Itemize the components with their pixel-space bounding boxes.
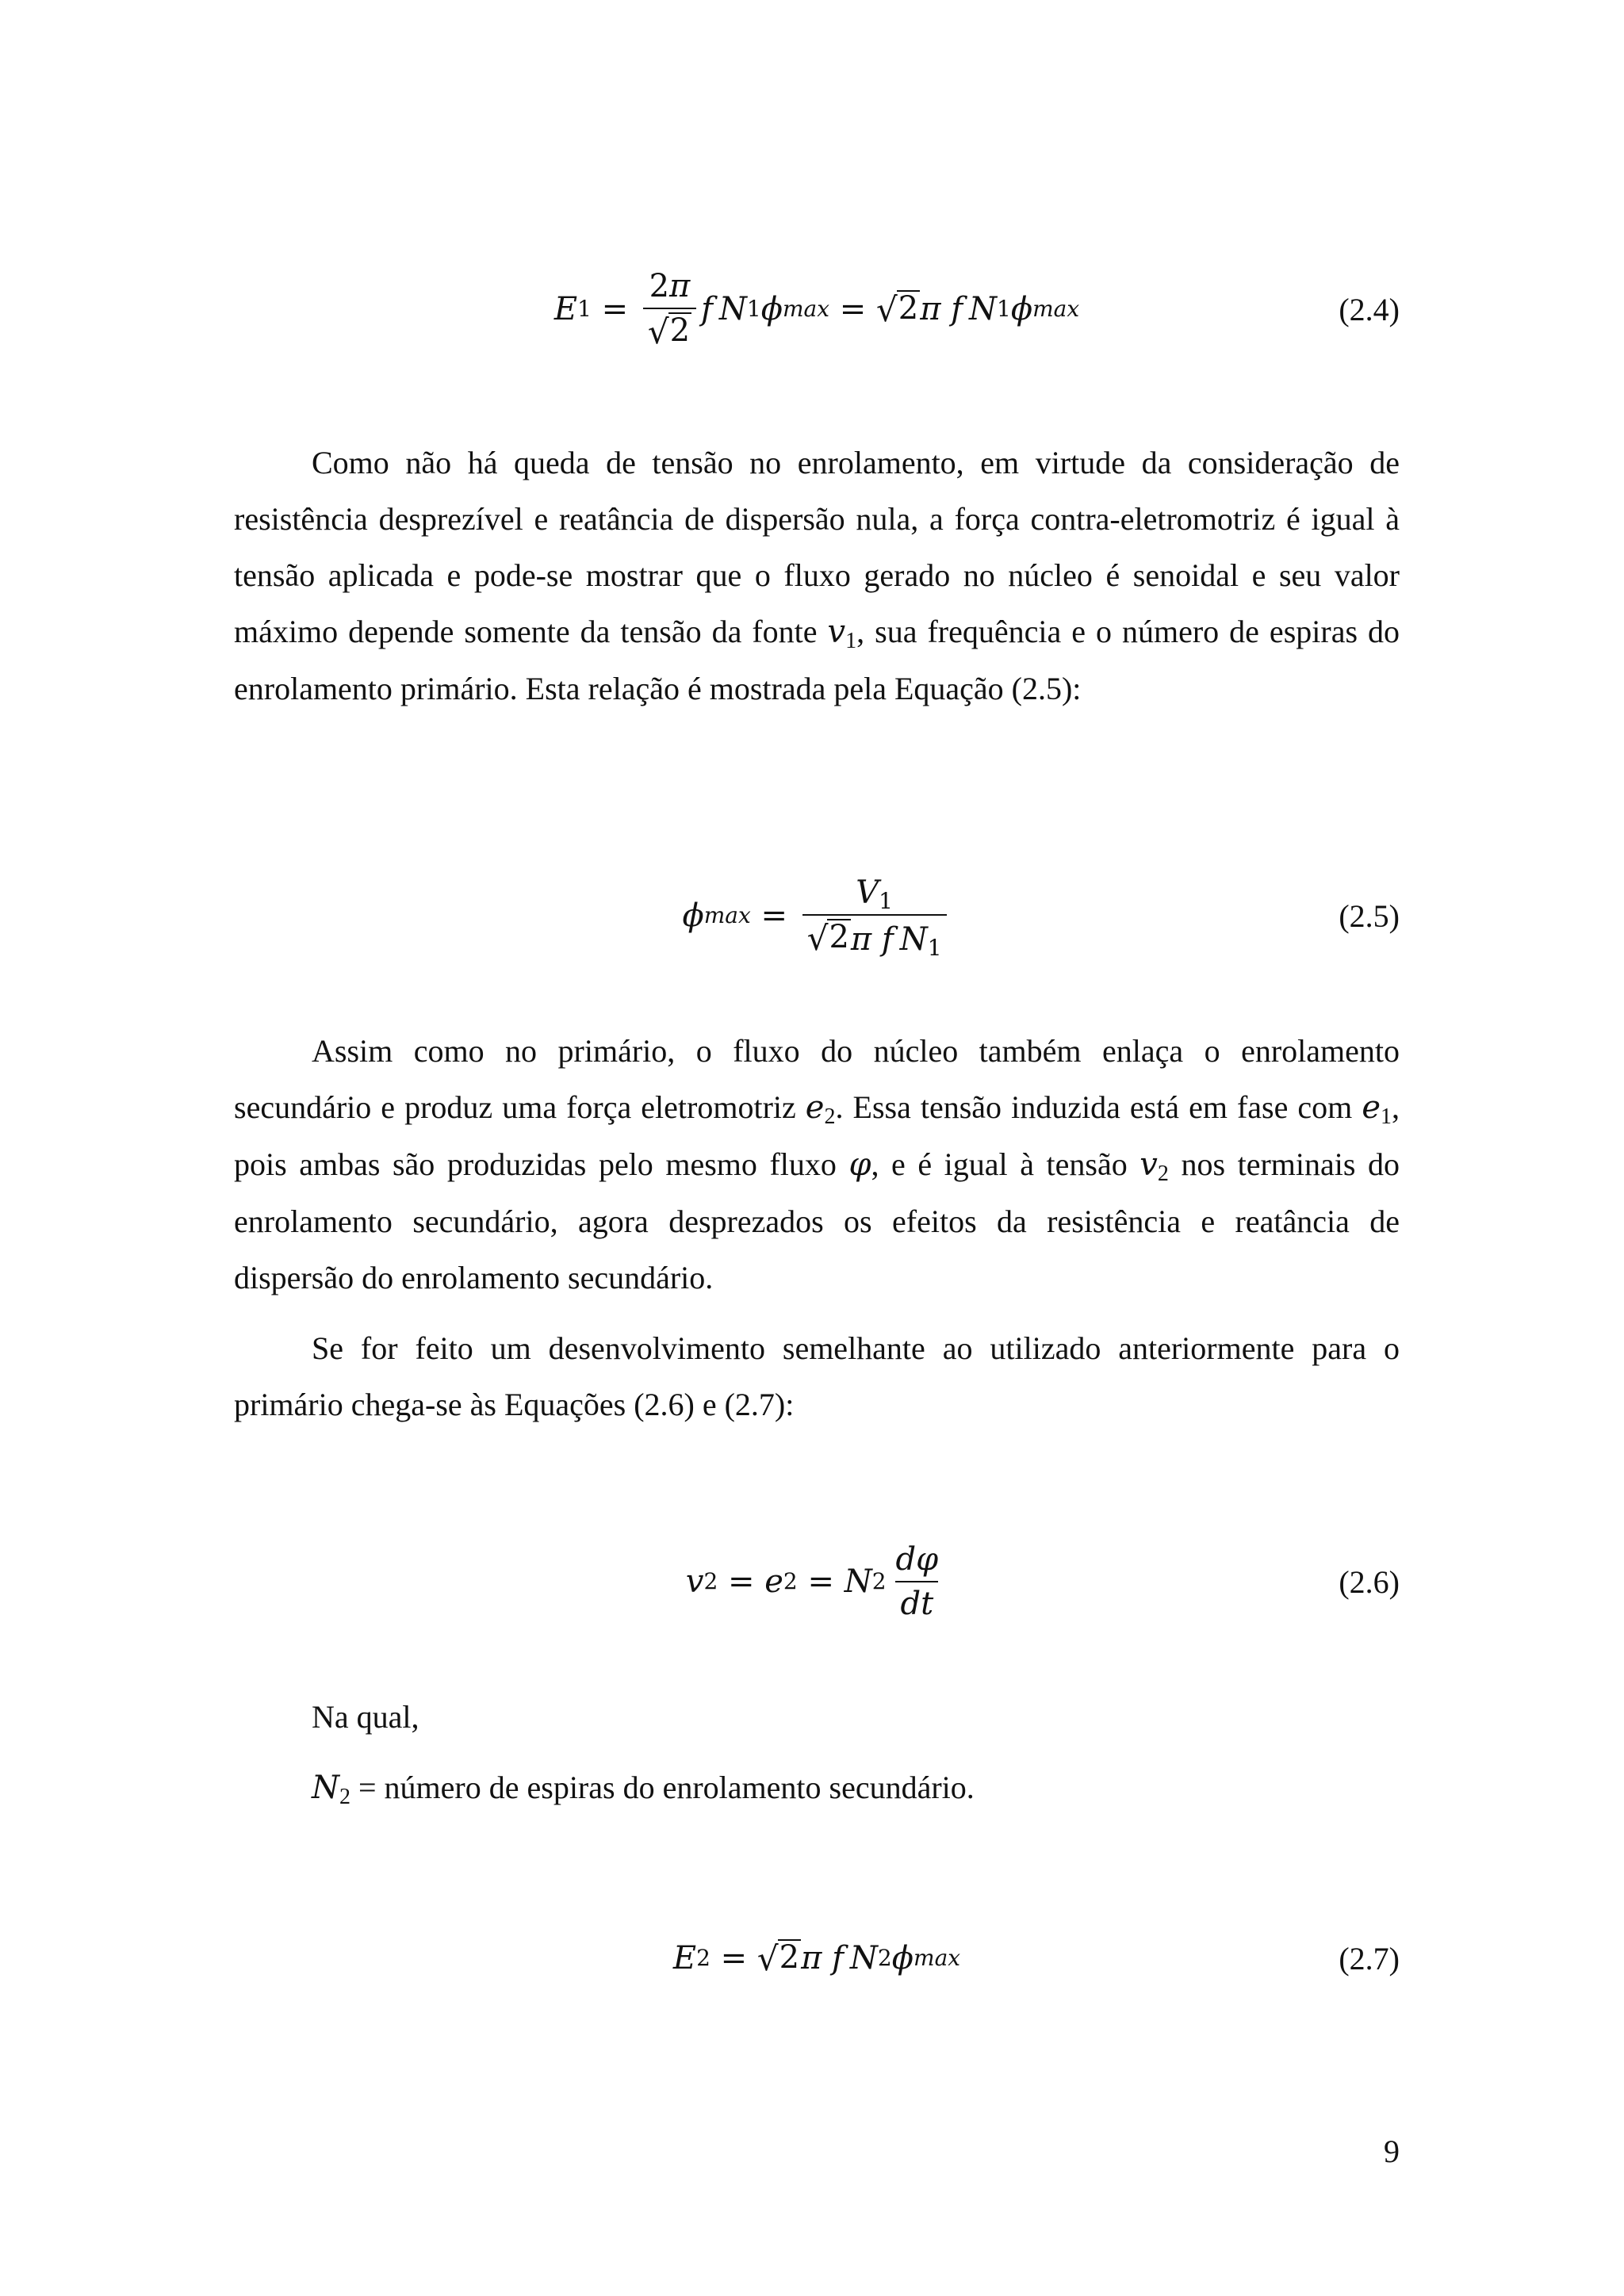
- equation-2-4: [234, 262, 1400, 357]
- equation-2-7-body: E 2 = √ 2 π f N 2 ϕ max: [672, 1938, 961, 1978]
- equation-2-5: [234, 864, 1400, 967]
- equation-2-4-number: (2.4): [1339, 291, 1400, 327]
- paragraph-1-text-a: Como não há queda de tensão no enrolamento, em virtude da consideração de resistência desprezível e reatância de dispersão nula, a força contra-eletromotriz é igual à tensão aplicada e pode-se mostrar que o fluxo gerado no núcleo é senoidal e seu valor máximo depende somente da tensão da fonte: [234, 445, 1400, 649]
- page-number: 9: [1384, 2133, 1400, 2169]
- equation-2-7-number: (2.7): [1339, 1940, 1400, 1976]
- paragraph-n2-definition: $N_2$ = número de espiras do enrolamento secundário.: [312, 1770, 975, 1809]
- equation-2-7: [234, 1919, 1400, 1998]
- paragraph-2-text-b: . Essa tensão induzida está em fase com: [835, 1089, 1362, 1125]
- equation-2-5-body: ϕ max = $V_1$ √ 2 π f $N_1$: [234, 874, 1400, 958]
- paragraph-1-text-b: , sua frequência e o número de espiras do enrolamento primário. Esta relação é mostrada pela Equação (2.5):: [234, 614, 1400, 706]
- equation-2-6-number: (2.6): [1339, 1563, 1400, 1600]
- paragraph-1: Como não há queda de tensão no enrolamento, em virtude da consideração de resistência desprezível e reatância de dispersão nula, a força contra-eletromotriz é igual à tensão aplicada e pode-se mostrar que o fluxo gerado no núcleo é senoidal e seu valor máximo depende somente da tensão da fonte $v_1$, sua frequência e o número de espiras do enrolamento primário. Esta relação é mostrada pela Equação (2.5):: [234, 445, 1400, 706]
- equation-2-4-body: E 1 = 2π √ 2 f N 1 ϕ max = √ 2 π f N 1 ϕ max: [553, 267, 1080, 351]
- paragraph-2-text-c: , pois ambas são produzidas pelo mesmo fluxo: [234, 1089, 1400, 1182]
- paragraph-2-text-a: Assim como no primário, o fluxo do núcleo também enlaça o enrolamento secundário e produz uma força eletromotriz: [234, 1033, 1400, 1125]
- equation-2-6: [234, 1526, 1400, 1637]
- paragraph-2-text-d: , e é igual à tensão: [871, 1146, 1140, 1182]
- equation-2-6-body: v 2 = e 2 = N 2 $\frac{d\varphi}{dt}$: [685, 1541, 939, 1622]
- paragraph-2-text-e: nos terminais do enrolamento secundário, agora desprezados os efeitos da resistência e reatância de dispersão do enrolamento secundário.: [234, 1146, 1400, 1295]
- equation-2-5-number: (2.5): [1339, 897, 1400, 934]
- paragraph-na-qual: Na qual,: [312, 1699, 419, 1735]
- paragraph-2: Assim como no primário, o fluxo do núcleo também enlaça o enrolamento secundário e produz uma força eletromotriz $e_2$. Essa tensão induzida está em fase com $e_1$, pois ambas são produzidas pelo mesmo fluxo φ, e é igual à tensão $v_2$ nos terminais do enrolamento secundário, agora desprezados os efeitos da resistência e reatância de dispersão do enrolamento secundário.: [234, 1033, 1400, 1295]
- paragraph-3: Se for feito um desenvolvimento semelhante ao utilizado anteriormente para o primário chega-se às Equações (2.6) e (2.7):: [234, 1330, 1400, 1422]
- paragraph-n2-text: = número de espiras do enrolamento secundário.: [350, 1770, 975, 1805]
